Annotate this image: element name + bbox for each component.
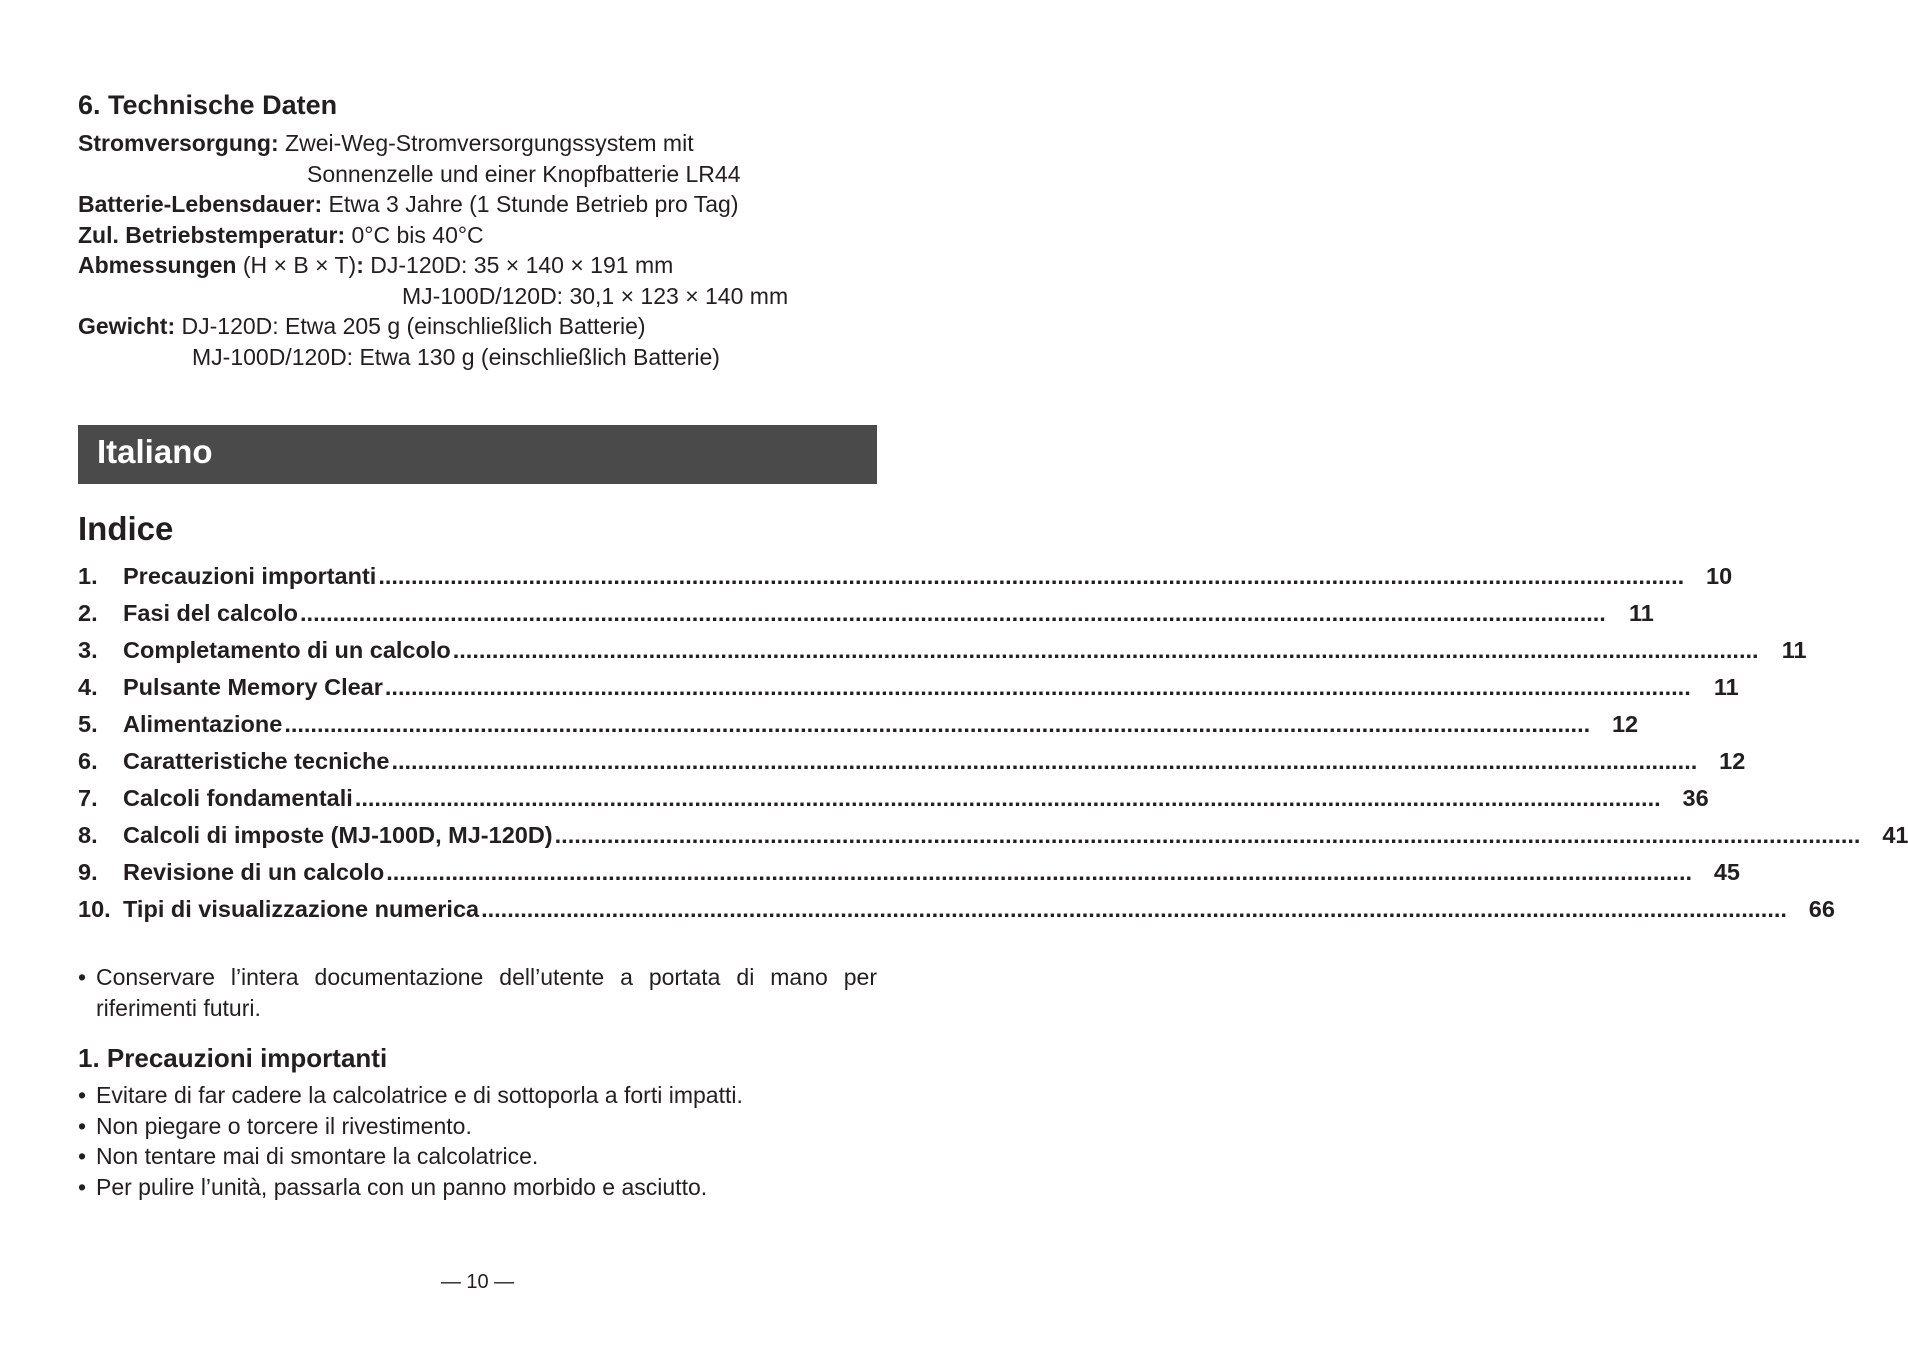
spec-power-label: Stromversorgung: — [78, 130, 279, 156]
spec-temperature-label: Zul. Betriebstemperatur: — [78, 221, 346, 248]
toc-entry-title: Completamento di un calcolo — [123, 637, 451, 663]
precauzioni-heading: 1. Precauzioni importanti — [78, 1043, 388, 1073]
toc-entry-number: 7. — [78, 785, 98, 811]
spec-power-value: Zwei-Weg-Stromversorgungssystem mit — [278, 130, 694, 156]
toc-entry[interactable] — [78, 785, 1709, 822]
toc-entry[interactable] — [78, 748, 1746, 785]
toc-entry-page: 11 — [1713, 674, 1739, 700]
toc-leader-dots: ........................................................................................................................................................................................................ — [452, 637, 1759, 663]
toc-entry-title: Caratteristiche tecniche — [123, 748, 390, 774]
toc-entry-number: 9. — [78, 859, 98, 885]
bullet-icon: • — [78, 1082, 87, 1108]
toc-entry-number: 6. — [78, 748, 98, 774]
index-heading: Indice — [78, 510, 174, 547]
list-item — [78, 1080, 877, 1111]
toc-leader-dots: ........................................................................................................................................................................................................ — [554, 822, 1861, 848]
spec-battery-label: Batterie-Lebensdauer: — [78, 191, 323, 217]
toc-entry-page: 41 — [1882, 822, 1908, 848]
language-band — [78, 425, 877, 484]
spec-battery — [78, 189, 788, 220]
bullet-icon: • — [78, 1143, 87, 1169]
precauzione-text: Non tentare mai di smontare la calcolatrice. — [96, 1143, 539, 1169]
toc-entry-page: 11 — [1781, 637, 1807, 663]
toc-entry[interactable] — [78, 637, 1807, 674]
precauzioni-list — [78, 1080, 877, 1202]
list-item — [78, 1141, 877, 1172]
toc-entry-number: 2. — [78, 600, 98, 626]
bullet-icon: • — [78, 1173, 87, 1200]
toc-entry-title: Fasi del calcolo — [123, 600, 299, 626]
toc-entry-title: Calcoli fondamentali — [123, 785, 353, 811]
language-band-label: Italiano — [97, 433, 213, 470]
index-note — [78, 962, 877, 1023]
toc-entry-title: Tipi di visualizzazione numerica — [123, 896, 480, 922]
toc-entry[interactable] — [78, 563, 1733, 600]
toc-entry-page: 45 — [1713, 859, 1740, 885]
spec-dimensions-cont — [78, 281, 788, 312]
toc-entry-number: 1. — [78, 563, 98, 589]
toc-leader-dots: ........................................................................................................................................................................................................ — [284, 711, 1591, 737]
toc-entry[interactable] — [78, 674, 1739, 711]
toc-leader-dots: ........................................................................................................................................................................................................ — [391, 748, 1698, 774]
list-item — [78, 1172, 877, 1203]
toc-entry[interactable] — [78, 896, 1835, 933]
toc-entry[interactable] — [78, 600, 1654, 637]
toc-entry-title: Precauzioni importanti — [123, 563, 377, 589]
toc-entry-page: 66 — [1808, 896, 1835, 922]
spec-dimensions-axes: (H × B × T) — [236, 252, 357, 278]
toc-entry-number: 5. — [78, 711, 98, 737]
spec-weight-value: DJ-120D: Etwa 205 g (einschließlich Batterie) — [175, 313, 646, 339]
spec-battery-value: Etwa 3 Jahre (1 Stunde Betrieb pro Tag) — [322, 191, 739, 217]
page-number: — 10 — — [440, 1271, 515, 1293]
toc-leader-dots: ........................................................................................................................................................................................................ — [386, 859, 1692, 885]
toc-entry-number: 8. — [78, 822, 98, 848]
toc-entry-page: 10 — [1706, 563, 1733, 589]
toc-entry-page: 11 — [1628, 600, 1654, 626]
spec-power-cont — [78, 159, 788, 190]
toc-leader-dots: ........................................................................................................................................................................................................ — [481, 896, 1787, 922]
toc-entry-page: 12 — [1611, 711, 1639, 737]
spec-dimensions-label: Abmessungen — [78, 252, 237, 278]
toc-leader-dots: ........................................................................................................................................................................................................ — [354, 785, 1661, 811]
precauzione-text: Evitare di far cadere la calcolatrice e di sottoporla a forti impatti. — [96, 1082, 743, 1108]
toc-entry[interactable] — [78, 711, 1639, 748]
toc-leader-dots: ........................................................................................................................................................................................................ — [300, 600, 1606, 626]
spec-weight-value-2: MJ-100D/120D: Etwa 130 g (einschließlich Batterie) — [192, 343, 720, 370]
spec-dimensions-value: DJ-120D: 35 × 140 × 191 mm — [363, 252, 674, 278]
spec-temperature-value: 0°C bis 40°C — [345, 221, 484, 248]
toc-entry-title: Calcoli di imposte (MJ-100D, MJ-120D) — [123, 822, 553, 848]
toc-entry-page: 12 — [1719, 748, 1746, 774]
toc-entry-title: Alimentazione — [123, 711, 283, 737]
spec-weight — [78, 311, 788, 342]
toc-entry[interactable] — [78, 859, 1740, 896]
precauzione-text: Non piegare o torcere il rivestimento. — [96, 1112, 472, 1139]
toc-entry-title: Revisione di un calcolo — [123, 859, 385, 885]
spec-power — [78, 128, 788, 159]
technische-daten-heading: 6. Technische Daten — [78, 90, 338, 120]
toc-entry[interactable] — [78, 822, 1908, 859]
list-item — [78, 962, 877, 1023]
spec-dimensions — [78, 250, 788, 281]
spec-weight-label: Gewicht: — [78, 313, 176, 339]
spec-list — [78, 128, 788, 372]
bullet-icon: • — [78, 964, 87, 990]
toc-entry-number: 4. — [78, 674, 98, 700]
index-note-text: Conservare l’intera documentazione dell’utente a portata di mano per riferimenti futuri. — [96, 964, 877, 1021]
list-item — [78, 1111, 877, 1142]
precauzione-text: Per pulire l’unità, passarla con un panno morbido e asciutto. — [96, 1173, 708, 1200]
toc-leader-dots: ........................................................................................................................................................................................................ — [378, 563, 1685, 589]
spec-dimensions-value-2: MJ-100D/120D: 30,1 × 123 × 140 mm — [402, 282, 789, 309]
toc-entry-page: 36 — [1682, 785, 1709, 811]
spec-weight-cont — [78, 342, 788, 373]
toc-entry-title: Pulsante Memory Clear — [123, 674, 383, 700]
spec-temperature — [78, 220, 788, 251]
table-of-contents — [78, 563, 1908, 933]
spec-dimensions-colon: : — [356, 252, 364, 278]
toc-entry-number: 3. — [78, 637, 98, 663]
toc-entry-number: 10. — [78, 896, 111, 922]
spec-power-value-2: Sonnenzelle und einer Knopfbatterie LR44 — [307, 160, 741, 187]
toc-leader-dots: ........................................................................................................................................................................................................ — [384, 674, 1691, 700]
bullet-icon: • — [78, 1112, 87, 1139]
